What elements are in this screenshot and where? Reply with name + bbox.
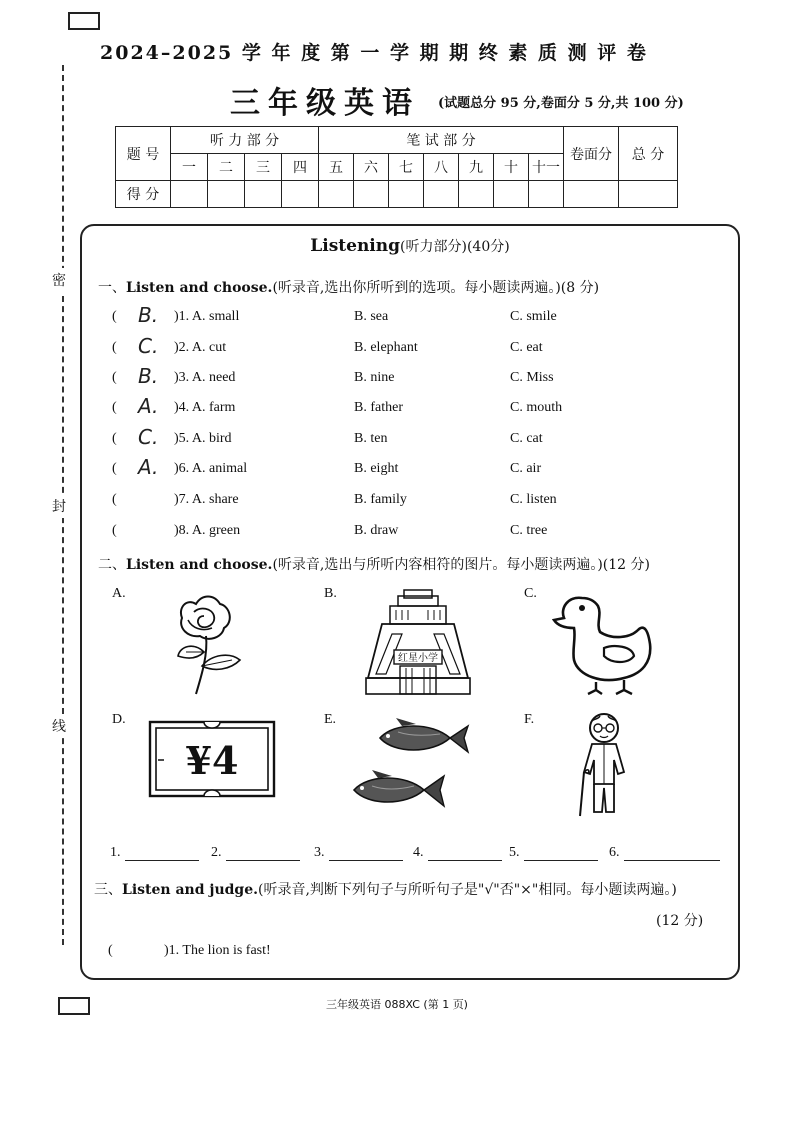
seal-char-mi: 密 <box>52 268 66 292</box>
score-table <box>115 126 678 208</box>
col-9: 九 <box>459 154 494 181</box>
option-c: C. Miss <box>510 370 554 385</box>
price-tag-picture[interactable] <box>148 720 276 798</box>
written-part-header: 笔 试 部 分 <box>319 127 564 154</box>
option-c: C. cat <box>510 431 543 446</box>
option-b: B. sea <box>354 309 389 324</box>
option-b: B. family <box>354 492 407 507</box>
col-3: 三 <box>245 154 282 181</box>
page-title: 三年级英语 <box>230 86 420 121</box>
fish-top <box>380 718 468 752</box>
picture-label-b: B. <box>324 586 337 601</box>
score-cell[interactable] <box>389 181 424 208</box>
col-5: 五 <box>319 154 354 181</box>
listening-part-header: 听 力 部 分 <box>171 127 319 154</box>
rose-picture[interactable] <box>168 590 248 698</box>
row-label-question-number: 题 号 <box>116 127 171 181</box>
q2-title: Listen and choose. <box>126 557 273 573</box>
col-6: 六 <box>354 154 389 181</box>
section-title <box>82 236 738 256</box>
section-points: (40分) <box>466 239 510 255</box>
q3-number: 三、 <box>94 882 122 898</box>
q1-item-2: ( C. )2. A. cut B. elephant C. eat <box>112 334 543 358</box>
school-sign-text: 红星小学 <box>398 653 438 664</box>
answer-blank-2[interactable]: 2. <box>211 845 300 861</box>
q3-points: (12 分) <box>656 913 704 929</box>
answer-blank-3[interactable]: 3. <box>314 845 403 861</box>
option-c: C. listen <box>510 492 557 507</box>
score-cell[interactable] <box>619 181 678 208</box>
grandpa-picture[interactable] <box>574 708 638 820</box>
handwritten-answer[interactable]: B. <box>138 303 159 327</box>
q3-title: Listen and judge. <box>122 882 258 898</box>
answer-blank-1[interactable]: 1. <box>110 845 199 861</box>
handwritten-answer[interactable]: C. <box>138 425 159 449</box>
seal-char-feng: 封 <box>52 494 66 518</box>
picture-label-c: C. <box>524 586 537 601</box>
handwritten-answer[interactable]: A. <box>138 394 159 418</box>
section-title-en: Listening <box>310 236 401 256</box>
col-4: 四 <box>282 154 319 181</box>
q3-heading <box>94 879 677 899</box>
q1-item-5: ( C. )5. A. bird B. ten C. cat <box>112 425 543 449</box>
picture-label-f: F. <box>524 712 535 727</box>
school-picture[interactable] <box>362 588 474 700</box>
score-cell[interactable] <box>208 181 245 208</box>
option-a: )8. A. green <box>174 523 241 538</box>
picture-label-a: A. <box>112 586 126 601</box>
option-a: )7. A. share <box>174 492 239 507</box>
q2-instruction: (听录音,选出与所听内容相符的图片。每小题读两遍。)(12 分) <box>272 557 650 573</box>
score-cell[interactable] <box>529 181 564 208</box>
corner-mark-top <box>68 12 100 30</box>
option-b: B. ten <box>354 431 388 446</box>
q2-heading <box>98 554 650 574</box>
score-cell[interactable] <box>282 181 319 208</box>
option-a: )4. A. farm <box>174 400 236 415</box>
price-text: ¥4 <box>185 738 239 783</box>
col-7: 七 <box>389 154 424 181</box>
q1-title: Listen and choose. <box>126 280 273 296</box>
col-1: 一 <box>171 154 208 181</box>
option-a: )1. A. small <box>174 309 240 324</box>
score-cell[interactable] <box>494 181 529 208</box>
option-b: B. eight <box>354 461 399 476</box>
q1-instruction: (听录音,选出你所听到的选项。每小题读两遍。)(8 分) <box>272 280 600 296</box>
seal-char-xian: 线 <box>52 714 66 738</box>
handwritten-answer[interactable]: B. <box>138 364 159 388</box>
row-label-score: 得 分 <box>116 181 171 208</box>
picture-label-e: E. <box>324 712 337 727</box>
score-cell[interactable] <box>319 181 354 208</box>
q1-heading <box>98 277 599 297</box>
q1-number: 一、 <box>98 280 126 296</box>
score-cell[interactable] <box>459 181 494 208</box>
picture-label-d: D. <box>112 712 126 727</box>
option-c: C. air <box>510 461 542 476</box>
option-b: B. elephant <box>354 340 418 355</box>
section-title-cn: (听力部分) <box>400 239 467 255</box>
col-8: 八 <box>424 154 459 181</box>
q3-item-1-text: )1. The lion is fast! <box>164 943 271 958</box>
score-note: (试题总分 95 分,卷面分 5 分,共 100 分) <box>438 96 684 111</box>
neatness-header: 卷面分 <box>564 127 619 181</box>
option-a: )5. A. bird <box>174 431 232 446</box>
col-11: 十一 <box>529 154 564 181</box>
duck-picture[interactable] <box>552 590 656 698</box>
option-c: C. tree <box>510 523 548 538</box>
option-a: )6. A. animal <box>174 461 248 476</box>
score-cell[interactable] <box>245 181 282 208</box>
handwritten-answer[interactable]: C. <box>138 334 159 358</box>
score-cell[interactable] <box>354 181 389 208</box>
exam-year-title: 2024–2025 学 年 度 第 一 学 期 期 终 素 质 测 评 卷 <box>100 42 648 64</box>
answer-blank-5[interactable]: 5. <box>509 845 598 861</box>
score-cell[interactable] <box>171 181 208 208</box>
q1-item-8: ( )8. A. green B. draw C. tree <box>112 523 548 538</box>
score-cell[interactable] <box>564 181 619 208</box>
fish-picture[interactable] <box>350 716 472 818</box>
option-c: C. smile <box>510 309 557 324</box>
q2-number: 二、 <box>98 557 126 573</box>
page-footer: 三年级英语 088XC (第 1 页) <box>326 998 468 1011</box>
fish-bottom <box>354 770 444 806</box>
q1-item-7: ( )7. A. share B. family C. listen <box>112 492 557 507</box>
handwritten-answer[interactable]: A. <box>138 455 159 479</box>
option-b: B. draw <box>354 523 399 538</box>
q1-item-4: ( A. )4. A. farm B. father C. mouth <box>112 394 563 418</box>
option-b: B. nine <box>354 370 395 385</box>
option-c: C. mouth <box>510 400 563 415</box>
answer-blank-4[interactable]: 4. <box>413 845 502 861</box>
q3-instruction: (听录音,判断下列句子与所听句子是"√"否"×"相同。每小题读两遍。) <box>258 882 677 898</box>
col-10: 十 <box>494 154 529 181</box>
option-c: C. eat <box>510 340 543 355</box>
q1-item-3: ( B. )3. A. need B. nine C. Miss <box>112 364 554 388</box>
answer-blank-6[interactable]: 6. <box>609 845 720 861</box>
col-2: 二 <box>208 154 245 181</box>
option-b: B. father <box>354 400 403 415</box>
option-a: )3. A. need <box>174 370 236 385</box>
total-header: 总 分 <box>619 127 678 181</box>
option-a: )2. A. cut <box>174 340 227 355</box>
q3-item-1: ( )1. The lion is fast! <box>108 943 271 958</box>
q1-item-1: ( B. )1. A. small B. sea C. smile <box>112 303 557 327</box>
q1-item-6: ( A. )6. A. animal B. eight C. air <box>112 455 542 479</box>
score-cell[interactable] <box>424 181 459 208</box>
